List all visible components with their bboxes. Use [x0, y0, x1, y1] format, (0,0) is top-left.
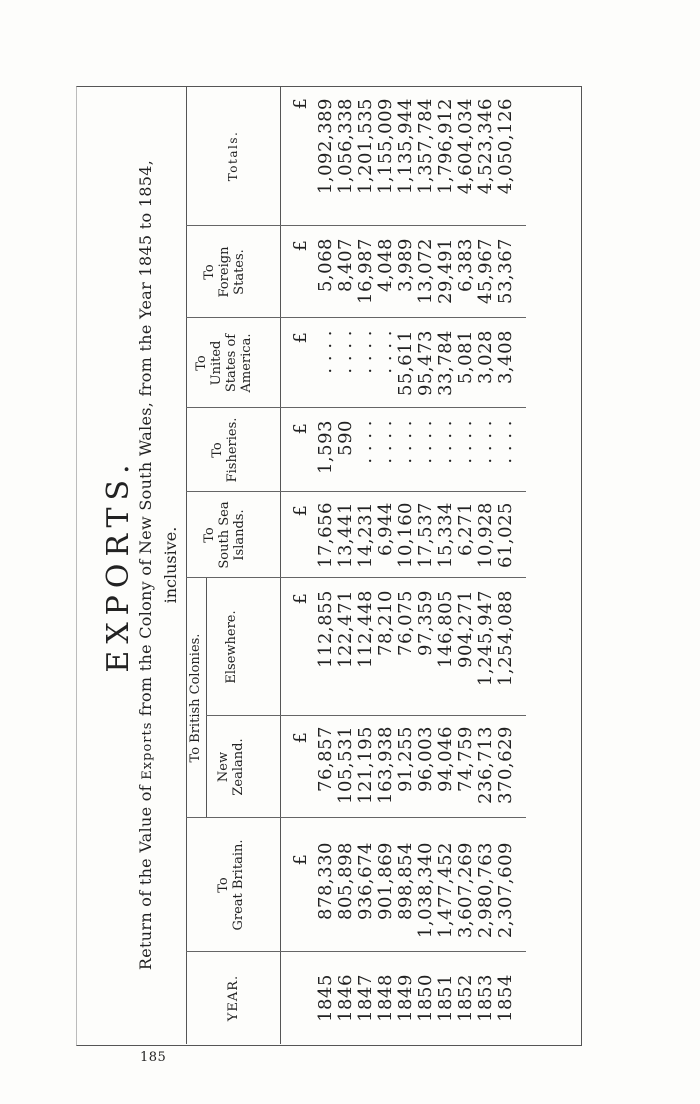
great-britain-column: [316, 842, 516, 952]
header-line: Foreign: [217, 246, 232, 298]
table-cell: 163,938: [375, 726, 396, 804]
table-cell: 122,471: [335, 590, 356, 668]
header-united-states: [194, 318, 254, 408]
table-cell: 901,869: [375, 842, 396, 920]
foreign-states-column: [316, 238, 516, 318]
table-cell: . . . .: [475, 420, 496, 464]
table-cell: 1,245,947: [475, 590, 496, 687]
table-cell: 61,025: [495, 502, 516, 568]
header-new-zealand: [216, 716, 246, 818]
table-cell: 1845: [315, 974, 336, 1022]
table-cell: 1849: [395, 974, 416, 1022]
fisheries-column: [316, 420, 516, 492]
table-cell: 105,531: [335, 726, 356, 804]
currency-symbol: £: [290, 593, 311, 605]
table-cell: 6,271: [455, 502, 476, 557]
caption-part-a: Return of the Value of: [136, 779, 155, 971]
table-cell: 936,674: [355, 842, 376, 920]
year-column: [316, 952, 516, 1044]
table-cell: 78,210: [375, 590, 396, 656]
table-cell: 55,611: [395, 330, 416, 396]
table-cell: 10,928: [475, 502, 496, 568]
header-south-sea: [202, 492, 247, 578]
table-cell: 1,038,340: [415, 842, 436, 939]
table-cell: 1,477,452: [435, 842, 456, 939]
table-cell: 878,330: [315, 842, 336, 920]
table-cell: 904,271: [455, 590, 476, 668]
table-cell: 10,160: [395, 502, 416, 568]
header-bottom-rule: [280, 86, 281, 1044]
table-cell: . . . .: [375, 420, 396, 464]
table-cell: . . . .: [435, 420, 456, 464]
header-year: YEAR.: [226, 974, 241, 1022]
table-cell: . . . .: [395, 420, 416, 464]
header-line: States.: [232, 249, 247, 295]
header-line: States of: [224, 333, 239, 393]
currency-symbol: £: [290, 332, 311, 344]
table-cell: 91,255: [395, 726, 416, 792]
table-cell: 1,201,535: [355, 98, 376, 195]
table-cell: 112,855: [315, 590, 336, 668]
table-cell: 3,989: [395, 238, 416, 293]
table-cell: 76,075: [395, 590, 416, 656]
elsewhere-column: [316, 590, 516, 716]
table-cell: 236,713: [475, 726, 496, 804]
header-fisheries: [210, 408, 240, 492]
table-cell: 76,857: [315, 726, 336, 792]
header-line: Great Britain.: [231, 839, 246, 931]
table-cell: . . . .: [315, 330, 336, 374]
table-cell: 370,629: [495, 726, 516, 804]
table-cell: 6,383: [455, 238, 476, 293]
table-cell: 121,195: [355, 726, 376, 804]
table-cell: 1854: [495, 974, 516, 1022]
currency-symbol: £: [290, 423, 311, 435]
table-cell: 1,092,389: [315, 98, 336, 195]
new-zealand-column: [316, 726, 516, 818]
table-cell: 1847: [355, 974, 376, 1022]
table-cell: . . . .: [455, 420, 476, 464]
table-cell: 6,944: [375, 502, 396, 557]
table-cell: 13,441: [335, 502, 356, 568]
table-cell: 29,491: [435, 238, 456, 304]
table-cell: 16,987: [355, 238, 376, 304]
table-cell: 4,048: [375, 238, 396, 293]
table-cell: . . . .: [415, 420, 436, 464]
table-cell: 805,898: [335, 842, 356, 920]
currency-symbol: £: [290, 240, 311, 252]
caption-part-b: Exports: [140, 721, 155, 780]
header-line: To: [216, 877, 231, 893]
table-cell: 17,537: [415, 502, 436, 568]
header-line: Islands.: [232, 509, 247, 561]
table-cell: 1,593: [315, 420, 336, 475]
table-cell: 4,523,346: [475, 98, 496, 195]
table-cell: 3,408: [495, 330, 516, 385]
table-cell: 1846: [335, 974, 356, 1022]
table-cell: 1852: [455, 974, 476, 1022]
table-cell: 1,056,338: [335, 98, 356, 195]
table-cell: 94,046: [435, 726, 456, 792]
table-cell: 1,357,784: [415, 98, 436, 195]
currency-symbol: £: [290, 505, 311, 517]
header-line: New: [216, 751, 231, 783]
header-british-colonies: To British Colonies.: [188, 633, 203, 763]
table-cell: 1,135,944: [395, 98, 416, 195]
table-cell: 5,068: [315, 238, 336, 293]
table-cell: 1,155,009: [375, 98, 396, 195]
table-cell: . . . .: [335, 330, 356, 374]
table-cell: 1850: [415, 974, 436, 1022]
table-cell: 97,359: [415, 590, 436, 656]
table-cell: 15,334: [435, 502, 456, 568]
united-states-column: [316, 330, 516, 408]
table-caption: [136, 86, 155, 1044]
table-cell: . . . .: [495, 420, 516, 464]
page-title: EXPORTS.: [101, 457, 136, 673]
header-line: To: [194, 355, 209, 371]
table-cell: . . . .: [355, 420, 376, 464]
rotated-table-area: [76, 86, 580, 1044]
table-cell: 17,656: [315, 502, 336, 568]
table-cell: 96,003: [415, 726, 436, 792]
table-cell: 112,448: [355, 590, 376, 668]
header-line: To: [202, 527, 217, 543]
table-cell: 4,604,034: [455, 98, 476, 195]
table-cell: 898,854: [395, 842, 416, 920]
table-cell: 2,980,763: [475, 842, 496, 939]
table-cell: 1853: [475, 974, 496, 1022]
totals-column: [316, 98, 516, 226]
header-foreign-states: [202, 226, 247, 318]
header-line: To: [202, 264, 217, 280]
header-line: America.: [239, 333, 254, 393]
table-cell: 95,473: [415, 330, 436, 396]
caption-part-c: from the Colony of New South Wales, from the Year 1845 to 1854,: [136, 159, 155, 722]
header-line: South Sea: [217, 501, 232, 569]
table-cell: 590: [335, 420, 356, 456]
header-totals: Totals.: [226, 130, 240, 182]
header-line: United: [209, 340, 224, 386]
table-cell: 5,081: [455, 330, 476, 385]
table-caption-line2: inclusive.: [161, 526, 180, 604]
page-number: 185: [140, 1050, 167, 1065]
table-cell: . . . .: [355, 330, 376, 374]
currency-symbol: £: [290, 854, 311, 866]
table-cell: 1,796,912: [435, 98, 456, 195]
table-cell: 8,407: [335, 238, 356, 293]
table-top-rule: [186, 86, 187, 1044]
table-cell: 2,307,609: [495, 842, 516, 939]
table-cell: 3,028: [475, 330, 496, 385]
table-cell: 53,367: [495, 238, 516, 304]
table-cell: 74,759: [455, 726, 476, 792]
table-cell: 13,072: [415, 238, 436, 304]
table-cell: 1851: [435, 974, 456, 1022]
table-cell: 14,231: [355, 502, 376, 568]
table-cell: 1,254,088: [495, 590, 516, 687]
table-cell: 45,967: [475, 238, 496, 304]
header-line: Fisheries.: [225, 417, 240, 483]
table-cell: 3,607,269: [455, 842, 476, 939]
header-line: To: [210, 442, 225, 458]
table-cell: 1848: [375, 974, 396, 1022]
table-cell: 4,050,126: [495, 98, 516, 195]
table-cell: 33,784: [435, 330, 456, 396]
british-colonies-subrule: [206, 578, 207, 818]
header-great-britain: [216, 818, 246, 952]
header-elsewhere: Elsewhere.: [224, 610, 239, 684]
header-line: Zealand.: [231, 738, 246, 796]
table-cell: . . . .: [375, 330, 396, 374]
currency-symbol: £: [290, 98, 311, 110]
currency-symbol: £: [290, 732, 311, 744]
south-sea-column: [316, 502, 516, 578]
table-cell: 146,805: [435, 590, 456, 668]
